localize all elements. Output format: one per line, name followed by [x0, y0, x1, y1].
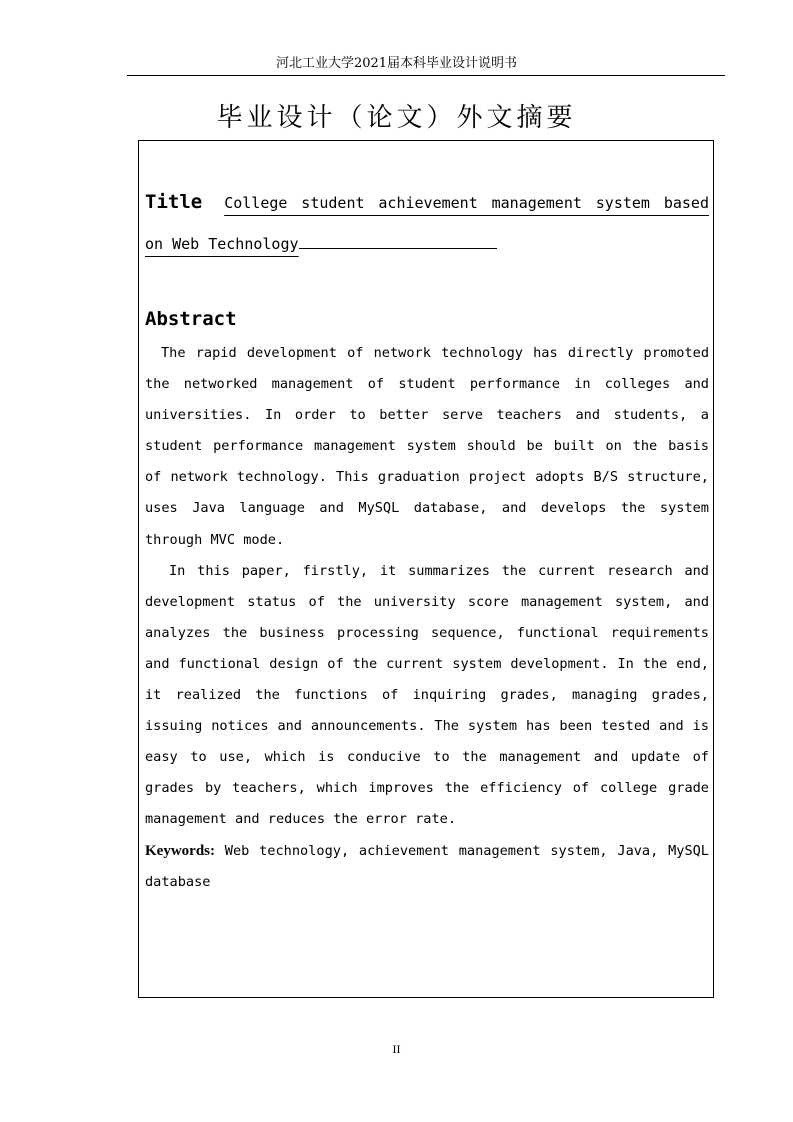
title-label: Title — [145, 191, 203, 213]
keywords-text: Web technology, achievement management system, Java, MySQL database — [145, 842, 709, 890]
page-number: II — [392, 1042, 401, 1056]
abstract-heading: Abstract — [145, 308, 237, 330]
abstract-content — [145, 182, 709, 898]
keywords-label: Keywords — [145, 842, 210, 859]
document-title: 毕业设计（论文）外文摘要 — [216, 103, 577, 133]
title-text: College student achievement management system based on Web Technology — [145, 194, 709, 253]
keywords-separator: : — [210, 842, 215, 859]
title-underline-fill — [299, 238, 497, 249]
abstract-paragraph-2: In this paper, firstly, it summarizes the current research and development status of the university score management system, and analyzes the business processing sequence, functional requirements and functional design of the current system development. In the end, it realized the functions of inquiring grades, managing grades, issuing notices and announcements. The system has been tested and is easy to use, which is conducive to the management and update of grades by teachers, which improves the efficiency of college grade management and reduces the error rate. — [145, 562, 709, 828]
header-rule — [127, 75, 725, 76]
abstract-paragraph-1: The rapid development of network technology has directly promoted the networked management of student performance in colleges and universities. In order to better serve teachers and students, a student performance management system should be built on the basis of network technology. This graduation project adopts B/S structure, uses Java language and MySQL database, and develops the system through MVC mode. — [145, 345, 709, 548]
keywords-line — [145, 836, 709, 898]
title-section — [145, 182, 709, 265]
running-header: 河北工业大学2021届本科毕业设计说明书 — [275, 56, 518, 71]
